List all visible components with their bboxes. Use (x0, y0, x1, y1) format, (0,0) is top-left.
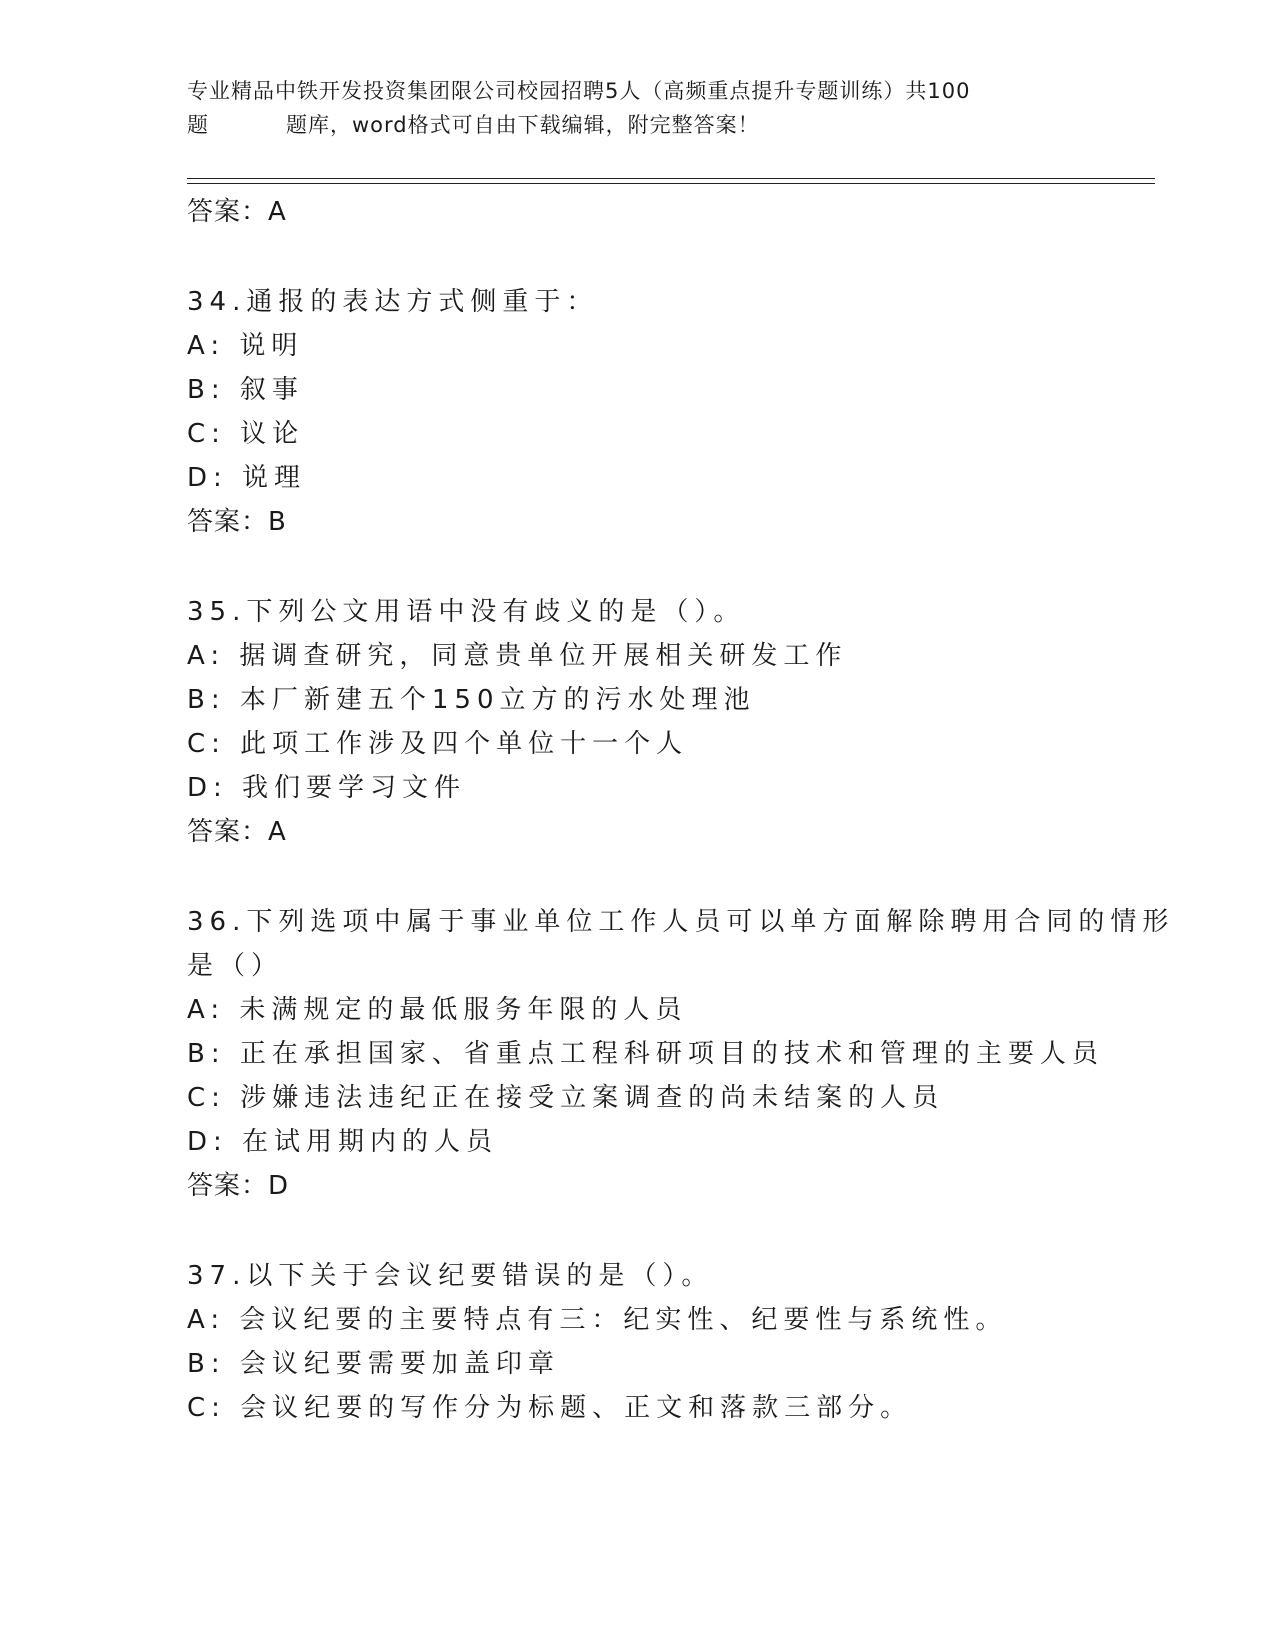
header-divider-bottom (187, 183, 1155, 184)
q35-answer: 答案：A (187, 817, 287, 847)
q36-option-c: C: 涉嫌违法违纪正在接受立案调查的尚未结案的人员 (187, 1083, 945, 1113)
q34-question: 34.通报的表达方式侧重于： (187, 287, 599, 317)
header-divider-top (187, 178, 1155, 179)
q36-option-d: D: 在试用期内的人员 (187, 1127, 499, 1157)
q37-option-b: B: 会议纪要需要加盖印章 (187, 1349, 560, 1379)
q34-option-d: D: 说理 (187, 463, 307, 493)
q37-question: 37.以下关于会议纪要错误的是（）。 (187, 1261, 714, 1291)
q34-option-a: A: 说明 (187, 331, 304, 361)
q35-option-a: A: 据调查研究，同意贵单位开展相关研发工作 (187, 641, 848, 671)
q35-option-b: B: 本厂新建五个150立方的污水处理池 (187, 685, 756, 715)
header-line-1: 专业精品中铁开发投资集团限公司校园招聘5人（高频重点提升专题训练）共100 (187, 79, 971, 103)
q36-answer: 答案：D (187, 1171, 290, 1201)
q36-option-b: B: 正在承担国家、省重点工程科研项目的技术和管理的主要人员 (187, 1039, 1104, 1069)
q35-option-c: C: 此项工作涉及四个单位十一个人 (187, 729, 689, 759)
header-line-2-rest: 题库，word格式可自由下载编辑，附完整答案！ (286, 113, 760, 137)
q34-option-c: C: 议论 (187, 419, 305, 449)
q36-question-line-2: 是（） (187, 951, 284, 981)
q37-option-c: C: 会议纪要的写作分为标题、正文和落款三部分。 (187, 1393, 913, 1423)
q36-question-line-1: 36.下列选项中属于事业单位工作人员可以单方面解除聘用合同的情形 (187, 907, 1175, 937)
q37-option-a: A: 会议纪要的主要特点有三：纪实性、纪要性与系统性。 (187, 1305, 1008, 1335)
q34-answer: 答案：B (187, 507, 287, 537)
q35-option-d: D: 我们要学习文件 (187, 773, 467, 803)
header-line-2 (187, 108, 1087, 142)
header-line-2-lead: 题 (187, 113, 209, 137)
q34-option-b: B: 叙事 (187, 375, 304, 405)
document-header (187, 74, 1087, 142)
previous-question-answer: 答案：A (187, 197, 287, 227)
q36-option-a: A: 未满规定的最低服务年限的人员 (187, 995, 688, 1025)
q35-question: 35.下列公文用语中没有歧义的是（）。 (187, 597, 746, 627)
